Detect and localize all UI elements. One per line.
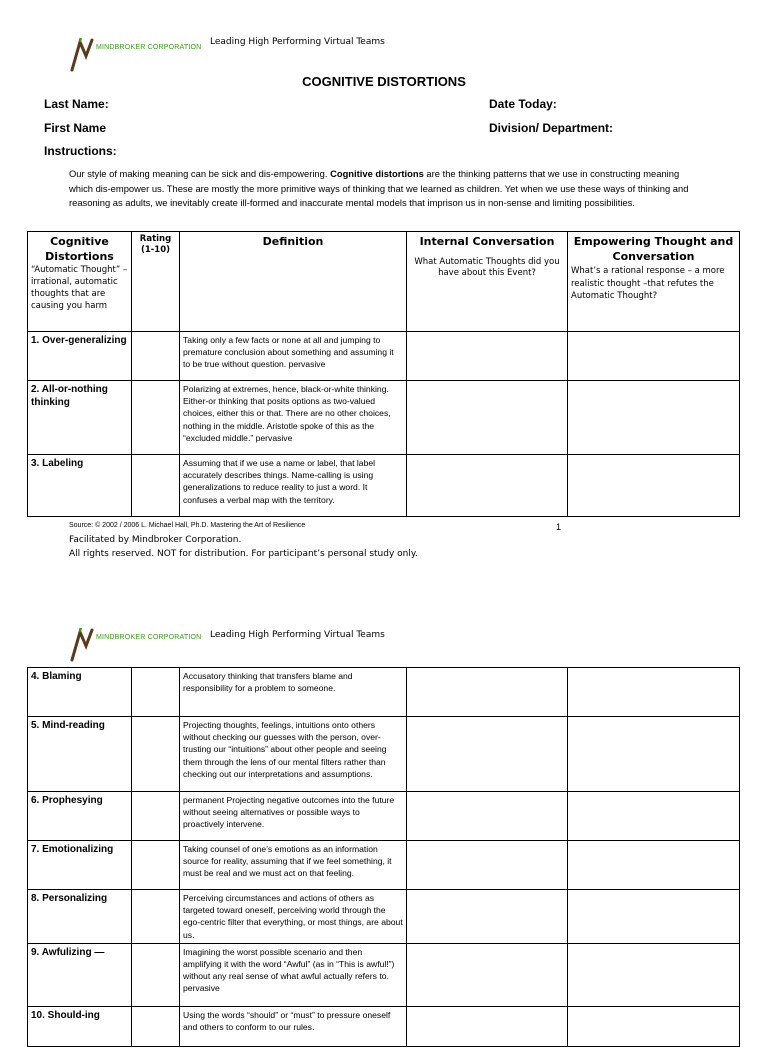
empowering-thought-cell[interactable] (568, 381, 740, 455)
table-row: 5. Mind-reading Projecting thoughts, feelings, intuitions onto others without checking our guesses with the person, over-trusting our “intuitions” about other people and seeing them through the lens of our mental filters rather than checking out our interpretations and assumptions. (28, 717, 740, 792)
internal-conversation-cell[interactable] (407, 381, 568, 455)
empowering-thought-cell[interactable] (568, 841, 740, 890)
header-cell-rating: Rating (1-10) (132, 232, 180, 332)
page-number: 1 (556, 522, 562, 532)
internal-conversation-cell[interactable] (407, 668, 568, 717)
header-title-page2: Leading High Performing Virtual Teams (210, 630, 385, 640)
internal-conversation-cell[interactable] (407, 717, 568, 792)
header-cell-definition: Definition (180, 232, 407, 332)
internal-conversation-cell[interactable] (407, 841, 568, 890)
internal-conversation-cell[interactable] (407, 792, 568, 841)
date-label: Date Today: (489, 97, 557, 111)
rights-note: All rights reserved. NOT for distribution. For participant’s personal study only. (69, 549, 418, 559)
rating-cell[interactable] (132, 890, 180, 944)
logo-mark-icon (70, 626, 110, 662)
empowering-thought-cell[interactable] (568, 332, 740, 381)
table-row: 7. Emotionalizing Taking counsel of one’s emotions as an information source for reality, assuming that if we feel something, it must be real and we must act on that feeling. (28, 841, 740, 890)
rating-cell[interactable] (132, 1006, 180, 1046)
rating-cell[interactable] (132, 332, 180, 381)
table-row: 4. Blaming Accusatory thinking that transfers blame and responsibility for a problem to someone. (28, 668, 740, 717)
header-cell-empowering-thought: Empowering Thought and Conversation What’s a rational response – a more realistic thought –that refutes the Automatic Thought? (568, 232, 740, 332)
rating-cell[interactable] (132, 841, 180, 890)
internal-conversation-cell[interactable] (407, 332, 568, 381)
internal-conversation-cell[interactable] (407, 890, 568, 944)
empowering-thought-cell[interactable] (568, 792, 740, 841)
empowering-thought-cell[interactable] (568, 668, 740, 717)
empowering-thought-cell[interactable] (568, 1006, 740, 1046)
distortions-table-page2 (27, 667, 740, 1047)
rating-cell[interactable] (132, 455, 180, 517)
header-title: Leading High Performing Virtual Teams (210, 37, 385, 47)
instructions-label: Instructions: (44, 144, 117, 158)
intro-emphasis: Cognitive distortions (330, 168, 424, 179)
facilitated-note: Facilitated by Mindbroker Corporation. (69, 535, 242, 545)
table-row: 8. Personalizing Perceiving circumstances and actions of others as targeted toward oneself, perceiving world through the ego-centric filter that everything, or most things, are about us. (28, 890, 740, 944)
internal-conversation-cell[interactable] (407, 1006, 568, 1046)
logo (70, 36, 202, 70)
rating-cell[interactable] (132, 668, 180, 717)
empowering-thought-cell[interactable] (568, 890, 740, 944)
table-row: 10. Should-ing Using the words “should” or “must” to pressure oneself and others to conform to our rules. (28, 1006, 740, 1046)
first-name-label: First Name (44, 121, 107, 135)
internal-conversation-cell[interactable] (407, 943, 568, 1006)
source-citation: Source: © 2002 / 2006 L. Michael Hall, Ph.D. Mastering the Art of Resilience (69, 522, 306, 529)
rating-cell[interactable] (132, 717, 180, 792)
table-row: 2. All-or-nothing thinking Polarizing at extremes, hence, black-or-white thinking. Either-or thinking that posits options as two-valued choices, either this or that. There are no other choices, nothing in the middle. Aristotle spoke of this as the “excluded middle.” pervasive (28, 381, 740, 455)
distortions-table-page1 (27, 231, 740, 517)
empowering-thought-cell[interactable] (568, 455, 740, 517)
table-row: 1. Over-generalizing Taking only a few facts or none at all and jumping to premature conclusion about something and assuming it to be true without question. pervasive (28, 332, 740, 381)
rating-cell[interactable] (132, 381, 180, 455)
table-row: 6. Prophesying permanent Projecting negative outcomes into the future without seeing alternatives or possible ways to proactively intervene. (28, 792, 740, 841)
empowering-thought-cell[interactable] (568, 943, 740, 1006)
rating-cell[interactable] (132, 792, 180, 841)
logo-mark-icon (70, 36, 110, 72)
table-row: 3. Labeling Assuming that if we use a name or label, that label accurately describes things. Name-calling is using generalizations to reduce reality to just a word. It confuses a verbal map with the territory. (28, 455, 740, 517)
logo-text: MINDBROKER CORPORATION (96, 44, 202, 51)
document-title: COGNITIVE DISTORTIONS (302, 74, 466, 89)
table-header-row (28, 232, 740, 332)
division-label: Division/ Department: (489, 121, 614, 135)
empowering-thought-cell[interactable] (568, 717, 740, 792)
rating-cell[interactable] (132, 943, 180, 1006)
logo-text: MINDBROKER CORPORATION (96, 634, 202, 641)
logo-page2 (70, 626, 202, 660)
instructions-text: Our style of making meaning can be sick and dis-empowering. Cognitive distortions are the thinking patterns that we use in constructing meaning which dis-empower us. These are mostly the more primitive ways of thinking that we learned as children. Yet when we use these ways of thinking and reasoning as adults, we inevitably create ill-formed and inaccurate mental models that imprison us in non-sense and limiting possibilities. (69, 168, 689, 209)
internal-conversation-cell[interactable] (407, 455, 568, 517)
last-name-label: Last Name: (44, 97, 109, 111)
table-row: 9. Awfulizing — Imagining the worst possible scenario and then amplifying it with the word “Awful” (as in “This is awful!”) without any real sense of what awful actually refers to. pervasive (28, 943, 740, 1006)
header-cell-internal-conversation: Internal Conversation What Automatic Thoughts did you have about this Event? (407, 232, 568, 332)
header-cell-distortions: Cognitive Distortions “Automatic Thought” – irrational, automatic thoughts that are causing you harm (28, 232, 132, 332)
